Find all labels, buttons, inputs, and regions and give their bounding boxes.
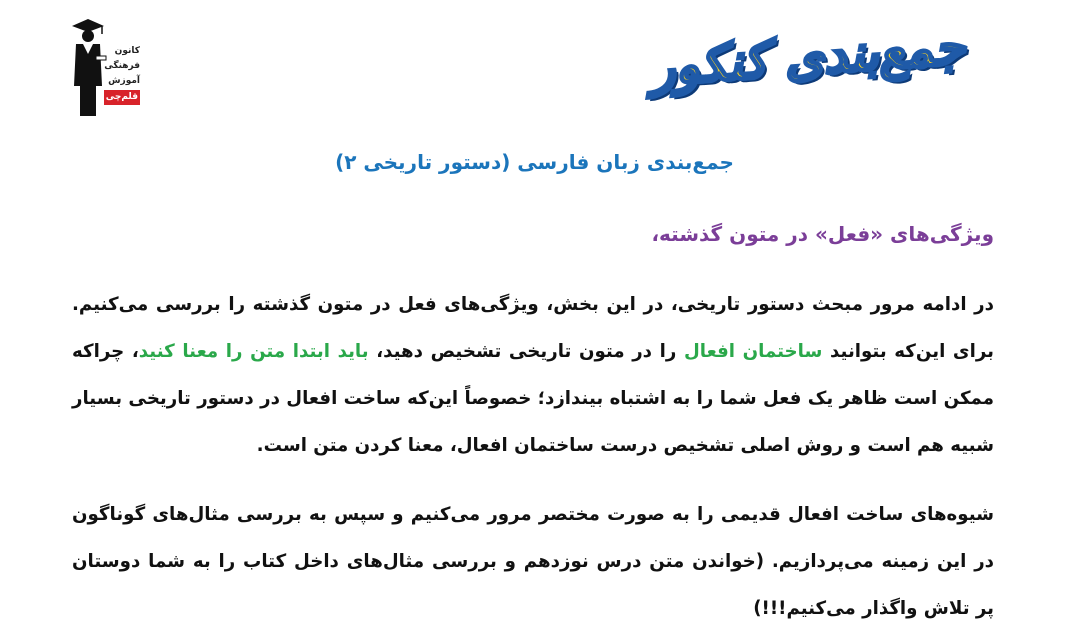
body-paragraph-1 [72,281,994,469]
highlight-verb-structure: ساختمان افعال [683,341,823,362]
paragraph-1-text-c: ، چراکه ممکن است ظاهر یک فعل شما را به اشتباه بیندازد؛ خصوصاً این‌که ساخت افعال در دستور تاریخی بسیار شبیه هم است و روش اصلی تشخیص درست ساختمان افعال، معنا کردن متن است. [72,341,994,456]
org-logo [68,16,140,120]
section-heading: ویژگی‌های «فعل» در متون گذشته، [651,222,994,246]
org-name-tag: قلم‌چی [104,90,140,105]
paragraph-1-text-b: را در متون تاریخی تشخیص دهید، [368,341,684,362]
body-paragraph-2: شیوه‌های ساخت افعال قدیمی را به صورت مختصر مرور می‌کنیم و سپس به بررسی مثال‌های گوناگون در این زمینه می‌پردازیم. (خواندن متن درس نوزدهم و بررسی مثال‌های داخل کتاب را به شما دوستان پر تلاش واگذار می‌کنیم!!!) [72,504,994,619]
highlight-meaning-first: باید ابتدا متن را معنا کنید [138,341,369,362]
org-name-line-1: کانون [114,46,140,56]
org-name [98,44,140,105]
org-name-line-2: فرهنگی [104,61,140,71]
brand-logo: جمع‌بندی کنکور [648,17,967,97]
paragraph-1-text-a: در ادامه مرور مبحث دستور تاریخی، در این بخش، ویژگی‌های فعل در متون گذشته را بررسی می‌کنیم. برای این‌که بتوانید [72,294,994,362]
page-title: جمع‌بندی زبان فارسی (دستور تاریخی ۲) [335,150,734,174]
org-name-line-3: آموزش [108,76,140,86]
